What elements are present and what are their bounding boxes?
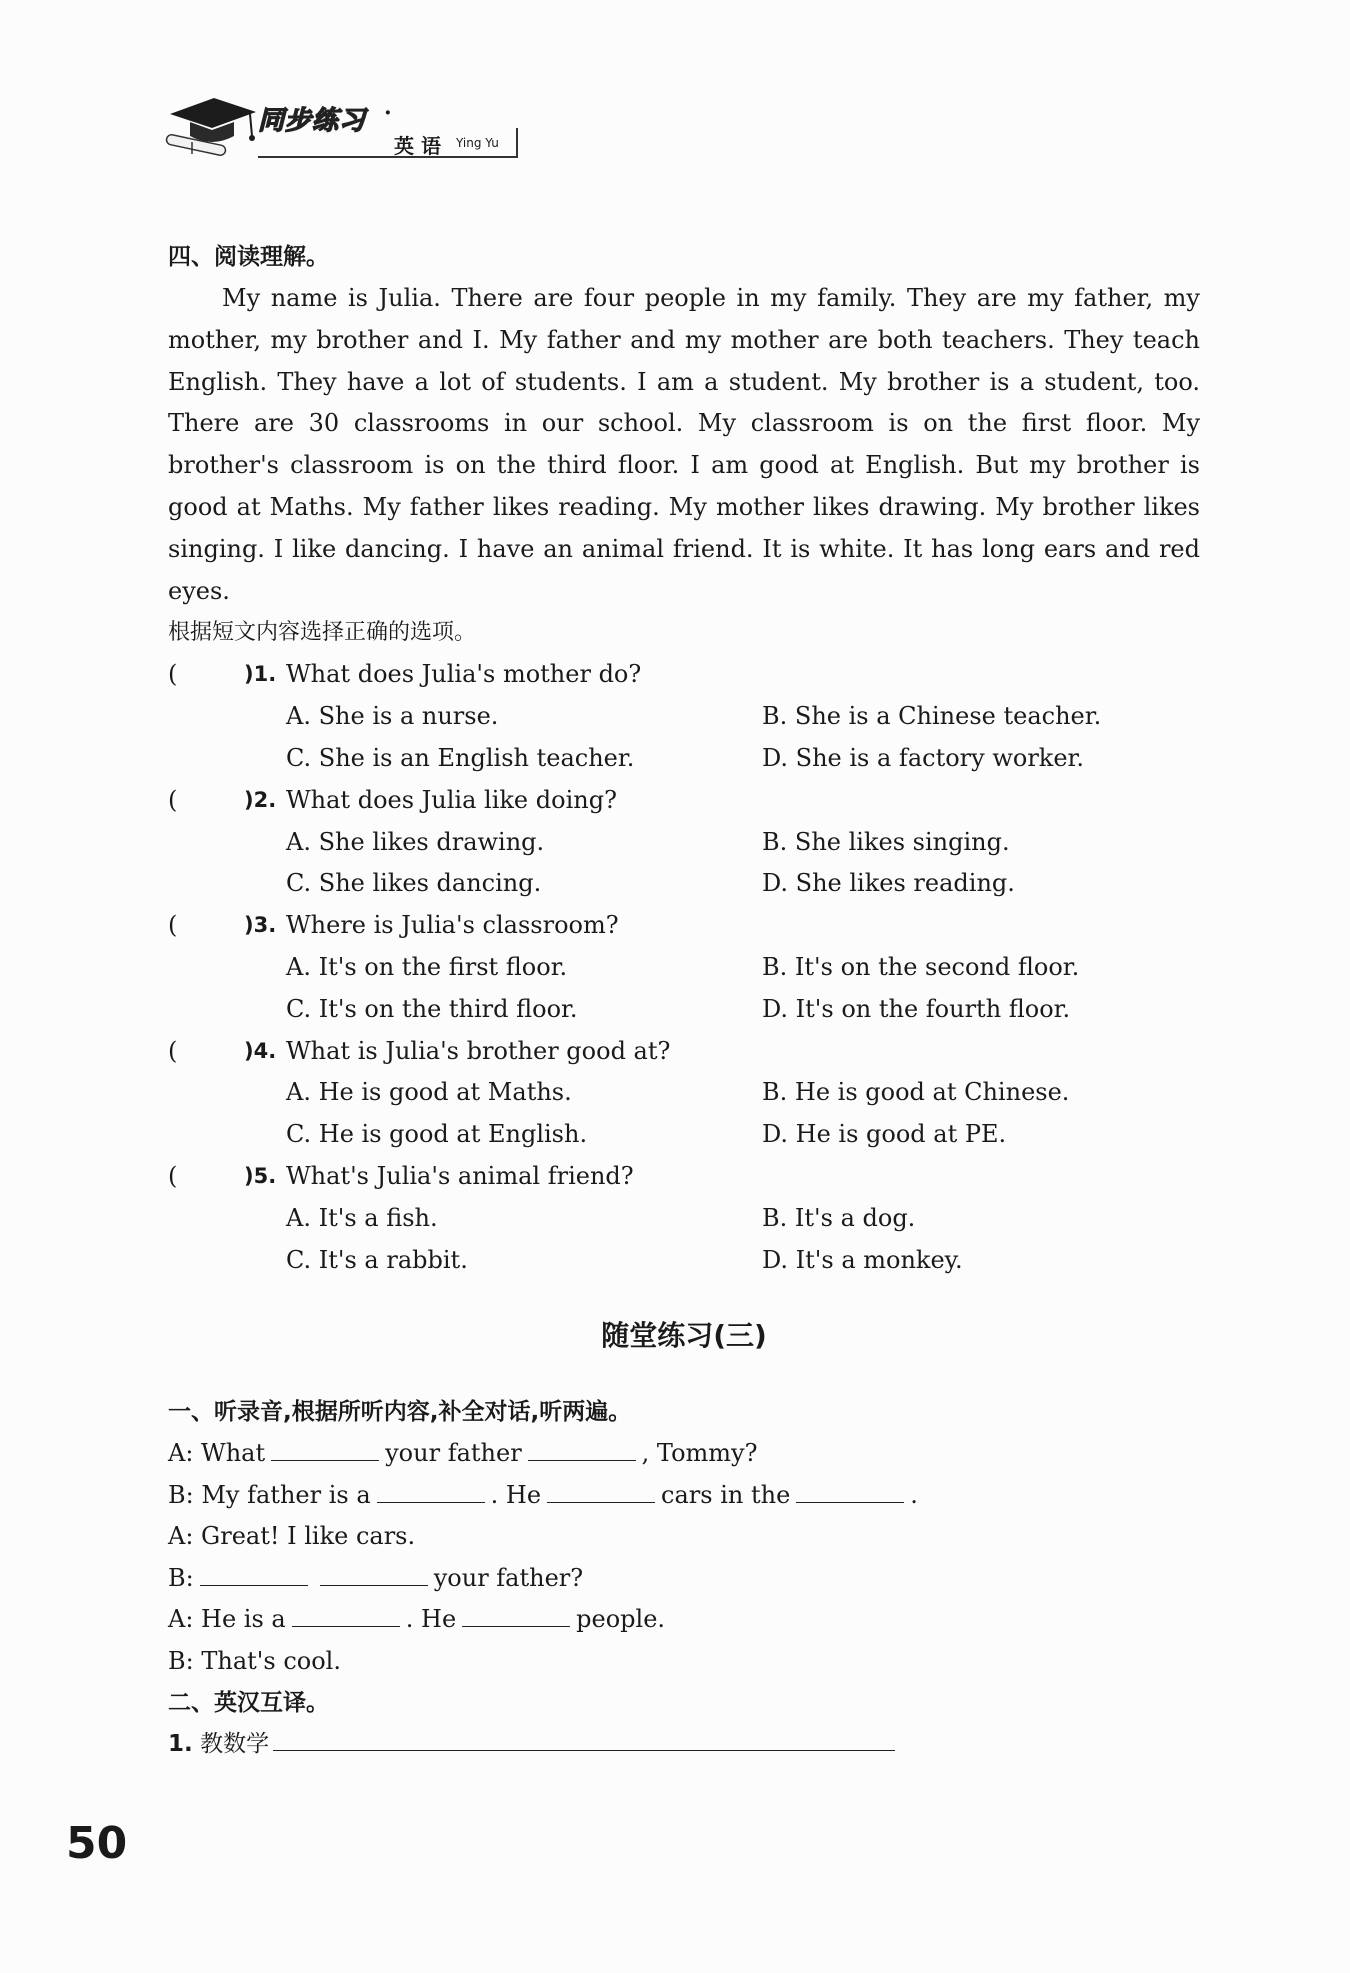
dialogue-line	[168, 1558, 1200, 1600]
graduation-cap-icon	[162, 92, 262, 162]
reading-section-title: 四、阅读理解。	[168, 244, 329, 270]
dialogue-text: . He	[405, 1605, 457, 1633]
question-row	[168, 780, 1200, 822]
dialogue-text: . He	[490, 1480, 542, 1509]
dialogue-text: B: My father is a	[168, 1480, 371, 1509]
subject-pinyin: Ying Yu	[456, 136, 499, 150]
answer-paren[interactable]: (	[168, 785, 178, 814]
option-d: D. It's on the fourth floor.	[762, 994, 1071, 1023]
option-b: B. She is a Chinese teacher.	[762, 702, 1102, 731]
option-d: D. She likes reading.	[762, 869, 1015, 898]
question-row	[168, 654, 1200, 696]
dialogue-text: A: What	[168, 1439, 266, 1467]
option-row	[168, 822, 1200, 864]
fill-blank[interactable]	[547, 1478, 655, 1503]
option-row	[168, 696, 1200, 738]
option-b: B. It's on the second floor.	[762, 952, 1080, 981]
fill-blank[interactable]	[377, 1478, 485, 1503]
option-d: D. He is good at PE.	[762, 1120, 1007, 1149]
fill-blank[interactable]	[271, 1436, 379, 1461]
question-text: What does Julia like doing?	[286, 785, 617, 814]
header-dot: ·	[384, 100, 392, 126]
option-a: A. She is a nurse.	[286, 702, 499, 731]
fill-blank[interactable]	[320, 1561, 428, 1586]
dialogue-text: A: Great! I like cars.	[168, 1522, 416, 1550]
question-text: What is Julia's brother good at?	[286, 1036, 671, 1065]
fill-blank[interactable]	[796, 1478, 904, 1503]
question-row	[168, 905, 1200, 947]
question-text: What does Julia's mother do?	[286, 660, 642, 689]
page-header	[162, 92, 522, 162]
translation-item	[168, 1724, 1200, 1766]
question-list	[168, 654, 1200, 1281]
dialogue-text: .	[910, 1480, 918, 1509]
option-row	[168, 1114, 1200, 1156]
option-a: A. He is good at Maths.	[286, 1078, 572, 1107]
option-b: B. He is good at Chinese.	[762, 1078, 1070, 1107]
dialogue-text: B:	[168, 1563, 194, 1592]
answer-paren[interactable]: (	[168, 660, 178, 689]
option-row	[168, 1198, 1200, 1240]
dialogue-text: people.	[576, 1605, 666, 1633]
question-number: )5.	[244, 1163, 277, 1188]
dialogue-line	[168, 1516, 1200, 1558]
question-number: )1.	[244, 662, 277, 687]
dialogue-text: B: That's cool.	[168, 1646, 341, 1675]
dialogue-text: your father	[385, 1439, 522, 1467]
fill-blank[interactable]	[462, 1602, 570, 1627]
option-c: C. She is an English teacher.	[286, 743, 635, 772]
answer-paren[interactable]: (	[168, 1036, 178, 1065]
option-a: A. It's on the first floor.	[286, 952, 568, 981]
exercise-subheading: 随堂练习(三)	[601, 1319, 767, 1352]
question-number: )2.	[244, 787, 277, 812]
option-row	[168, 989, 1200, 1031]
subject-label: 英 语	[394, 134, 441, 158]
reading-passage: My name is Julia. There are four people in my family. They are my father, my mother, my brother and I. My father and my mother are both teachers. They teach English. They have a lot of students. I am a student. My brother is a student, too. There are 30 classrooms in our school. My classroom is on the first floor. My brother's classroom is on the third floor. I am good at English. But my brother is good at Maths. My father likes reading. My mother likes drawing. My brother likes singing. I like dancing. I have an animal friend. It is white. It has long ears and red eyes.	[168, 284, 1200, 605]
option-a: A. It's a fish.	[286, 1203, 438, 1232]
dialogue-line	[168, 1433, 1200, 1475]
option-row	[168, 1240, 1200, 1282]
answer-line[interactable]	[273, 1726, 895, 1751]
option-row	[168, 738, 1200, 780]
series-logo-text: 同步练习	[258, 106, 367, 136]
item-text: 教数学	[200, 1731, 270, 1757]
fill-blank[interactable]	[292, 1602, 400, 1627]
dialogue-line	[168, 1599, 1200, 1641]
translation-section-title: 二、英汉互译。	[168, 1690, 329, 1716]
question-text: Where is Julia's classroom?	[286, 911, 619, 940]
dialogue-text: , Tommy?	[641, 1439, 758, 1467]
answer-paren[interactable]: (	[168, 911, 178, 940]
option-c: C. It's on the third floor.	[286, 994, 578, 1023]
question-text: What's Julia's animal friend?	[286, 1161, 634, 1190]
option-row	[168, 1072, 1200, 1114]
option-d: D. She is a factory worker.	[762, 743, 1084, 772]
option-a: A. She likes drawing.	[286, 827, 545, 856]
reading-instruction: 根据短文内容选择正确的选项。	[168, 620, 477, 646]
dialogue-text: A: He is a	[168, 1605, 286, 1633]
option-c: C. She likes dancing.	[286, 869, 542, 898]
fill-blank[interactable]	[528, 1436, 636, 1461]
item-number: 1.	[168, 1731, 193, 1757]
dialogue-text: cars in the	[661, 1480, 791, 1509]
option-d: D. It's a monkey.	[762, 1245, 963, 1274]
option-c: C. It's a rabbit.	[286, 1245, 468, 1274]
dialogue-text: your father?	[433, 1563, 584, 1592]
dialogue-line	[168, 1475, 1200, 1517]
option-row	[168, 947, 1200, 989]
page-number: 50	[66, 1818, 128, 1869]
question-row	[168, 1156, 1200, 1198]
listening-section	[168, 1391, 1200, 1766]
question-number: )4.	[244, 1038, 277, 1063]
fill-blank[interactable]	[200, 1561, 308, 1586]
dialogue-line	[168, 1641, 1200, 1683]
question-number: )3.	[244, 913, 277, 938]
option-c: C. He is good at English.	[286, 1120, 588, 1149]
answer-paren[interactable]: (	[168, 1161, 178, 1190]
option-row	[168, 863, 1200, 905]
page-content	[168, 236, 1200, 1757]
question-row	[168, 1031, 1200, 1073]
listening-section-title: 一、听录音,根据所听内容,补全对话,听两遍。	[168, 1399, 632, 1425]
option-b: B. It's a dog.	[762, 1203, 916, 1232]
option-b: B. She likes singing.	[762, 827, 1010, 856]
